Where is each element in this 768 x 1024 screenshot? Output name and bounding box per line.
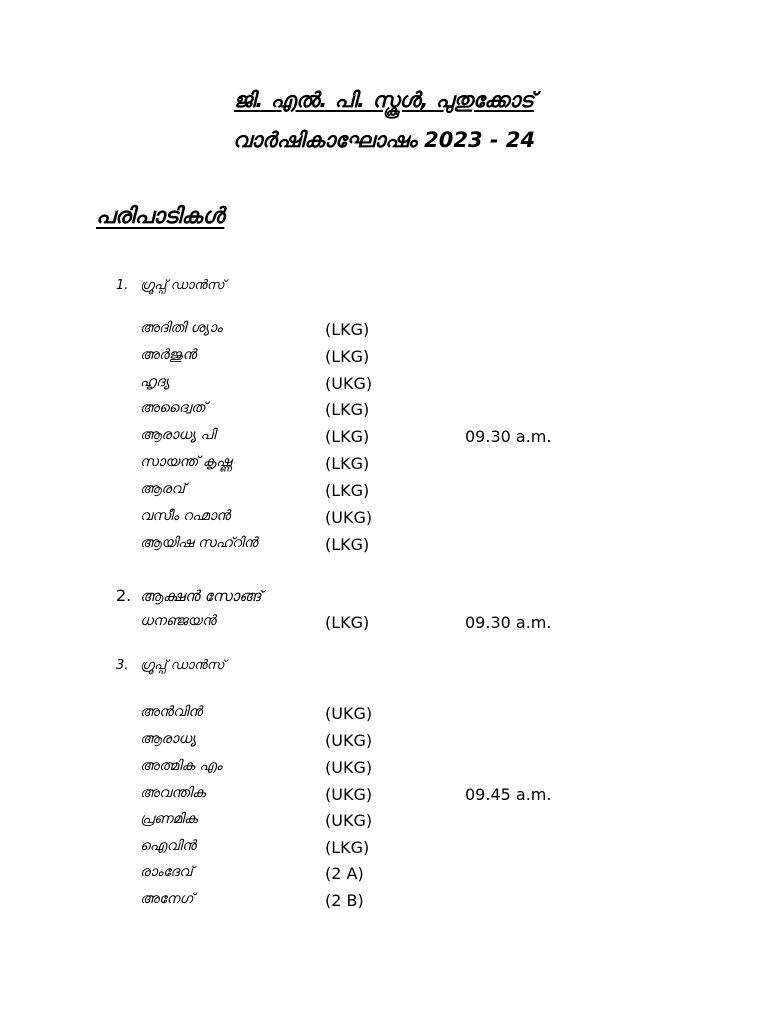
program-3-title (116, 658, 225, 673)
participant-name: ധനഞ്ജയൻ (140, 613, 216, 629)
program-number: 1. (116, 278, 129, 293)
table-row (0, 400, 768, 426)
table-row (0, 613, 768, 639)
participant-class: (LKG) (325, 320, 370, 339)
table-row (0, 811, 768, 837)
participant-class: (2 A) (325, 864, 364, 883)
section-heading: പരിപാടികൾ (96, 204, 225, 229)
program-time: 09.30 a.m. (465, 427, 552, 446)
participant-name: ഐവിൻ (140, 838, 196, 854)
participant-name: ആരാധ്യ (140, 731, 197, 747)
participant-class: (UKG) (325, 731, 373, 750)
table-row (0, 374, 768, 400)
table-row (0, 785, 768, 811)
participant-name: അദ്വൈത് (140, 400, 206, 416)
participant-name: അത്മിക എം (140, 758, 223, 774)
participant-class: (LKG) (325, 454, 370, 473)
program-time: 09.30 a.m. (465, 613, 552, 632)
program-2-title (116, 586, 262, 605)
participant-name: അനേഗ് (140, 891, 194, 907)
participant-name: അർജുൻ (140, 347, 197, 363)
participant-name: പ്രണമിക (140, 811, 198, 827)
participant-name: അവന്തിക (140, 785, 206, 801)
table-row (0, 758, 768, 784)
program-name: ഗ്രൂപ്പ് ഡാൻസ് (140, 658, 225, 673)
participant-name: ആരാധ്യ പി (140, 427, 216, 443)
table-row (0, 481, 768, 507)
school-name: ജി. എൽ. പി. സ്കൂൾ, പുതുക്കോട് (233, 88, 535, 112)
participant-class: (UKG) (325, 811, 373, 830)
table-row (0, 864, 768, 890)
participant-class: (LKG) (325, 613, 370, 632)
table-row (0, 535, 768, 561)
participant-class: (LKG) (325, 838, 370, 857)
participant-class: (LKG) (325, 347, 370, 366)
table-row (0, 320, 768, 346)
participant-class: (UKG) (325, 758, 373, 777)
table-row (0, 838, 768, 864)
program-1-title (116, 278, 225, 293)
table-row (0, 891, 768, 917)
participant-class: (2 B) (325, 891, 364, 910)
table-row (0, 508, 768, 534)
participant-name: അദിതി ശ്യാം (140, 320, 223, 336)
participant-class: (UKG) (325, 374, 373, 393)
participant-class: (UKG) (325, 785, 373, 804)
program-name: ആക്ഷൻ സോങ്ങ് (140, 587, 262, 605)
participant-name: അൻവിൻ (140, 704, 203, 720)
participant-name: രാംദേവ് (140, 864, 193, 880)
participant-class: (LKG) (325, 400, 370, 419)
table-row (0, 731, 768, 757)
participant-class: (UKG) (325, 704, 373, 723)
program-number: 3. (116, 658, 129, 673)
participant-class: (LKG) (325, 535, 370, 554)
participant-name: വസീം റഹ്മാൻ (140, 508, 231, 524)
participant-class: (LKG) (325, 481, 370, 500)
table-row (0, 454, 768, 480)
participant-class: (UKG) (325, 508, 373, 527)
table-row (0, 427, 768, 453)
table-row (0, 347, 768, 373)
table-row (0, 704, 768, 730)
program-name: ഗ്രൂപ്പ് ഡാൻസ് (140, 278, 225, 293)
participant-name: സായന്ത് കൃഷ്ണ (140, 454, 232, 470)
participant-name: ആയിഷ സഹ്റിൻ (140, 535, 258, 551)
participant-name: ഹൃദ്യ (140, 374, 170, 390)
event-title: വാർഷികാഘോഷം 2023 - 24 (232, 128, 536, 152)
program-number: 2. (116, 586, 132, 605)
participant-class: (LKG) (325, 427, 370, 446)
participant-name: ആരവ് (140, 481, 185, 497)
program-time: 09.45 a.m. (465, 785, 552, 804)
